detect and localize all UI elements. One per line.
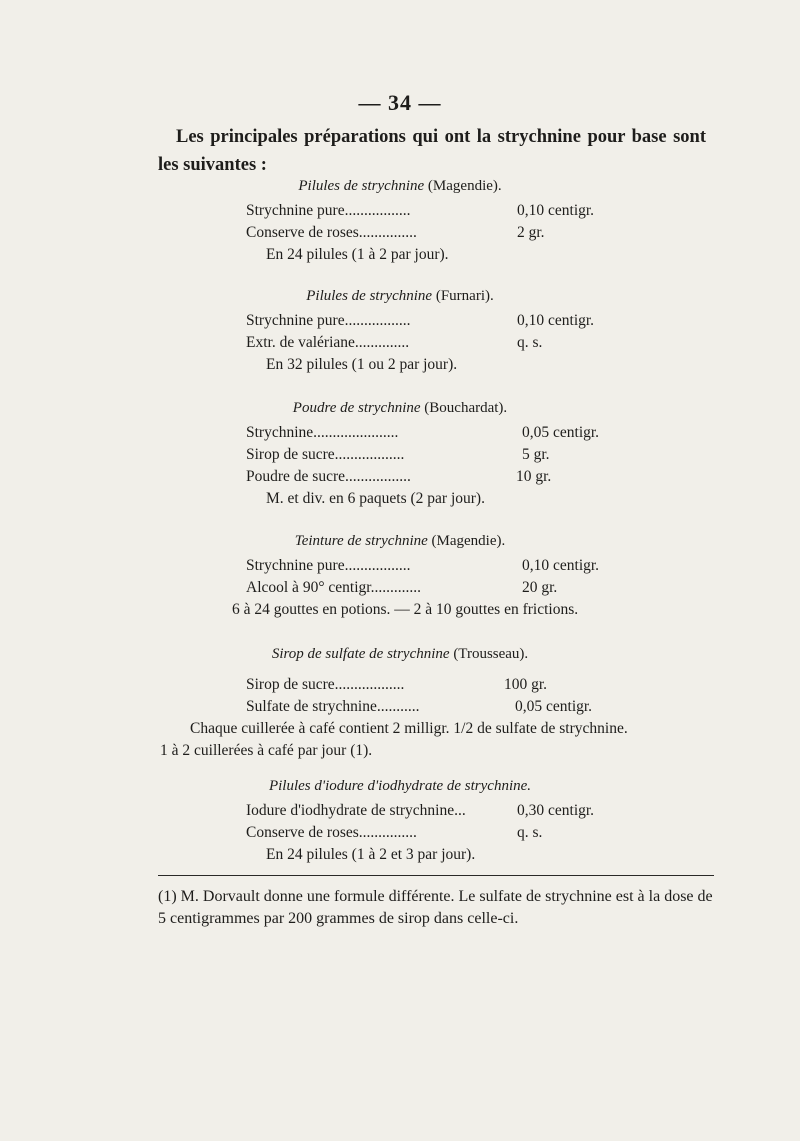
ingredient-row bbox=[0, 332, 800, 354]
intro-paragraph: Les principales préparations qui ont la strychnine pour base sont les suivantes : bbox=[158, 127, 706, 175]
recipe-title-italic: Teinture de strychnine bbox=[294, 533, 428, 549]
recipe-note: M. et div. en 6 paquets (2 par jour). bbox=[266, 490, 485, 507]
ingredient-amount: 2 gr. bbox=[517, 224, 545, 241]
recipe-title bbox=[0, 286, 800, 306]
ingredient-name: Extr. de valériane.............. bbox=[246, 334, 410, 351]
ingredient-amount: 0,05 centigr. bbox=[522, 424, 600, 441]
recipe-title-italic: Pilules de strychnine bbox=[298, 178, 425, 194]
ingredient-row bbox=[0, 422, 800, 444]
ingredient-name: Strychnine pure................. bbox=[246, 557, 411, 574]
ingredient-amount: 0,10 centigr. bbox=[522, 557, 600, 574]
ingredient-row bbox=[0, 222, 800, 244]
ingredient-row bbox=[0, 696, 800, 718]
recipe-poudre-bouchardat bbox=[0, 398, 800, 510]
recipe-title-italic: Sirop de sulfate de strychnine bbox=[271, 646, 450, 662]
ingredient-name: Strychnine pure................. bbox=[246, 202, 411, 219]
ingredient-name: Iodure d'iodhydrate de strychnine... bbox=[246, 802, 466, 819]
recipe-title bbox=[0, 398, 800, 418]
ingredient-amount: q. s. bbox=[517, 334, 543, 351]
ingredient-row bbox=[0, 555, 800, 577]
ingredient-row bbox=[0, 466, 800, 488]
recipe-note: 1 à 2 cuillerées à café par jour (1). bbox=[160, 742, 373, 759]
ingredient-amount: 20 gr. bbox=[522, 579, 558, 596]
recipe-pilules-magendie bbox=[0, 176, 800, 266]
recipe-title bbox=[0, 776, 800, 796]
recipe-note: En 24 pilules (1 à 2 et 3 par jour). bbox=[266, 846, 476, 863]
ingredient-name: Conserve de roses............... bbox=[246, 224, 417, 241]
recipe-title bbox=[0, 644, 800, 664]
ingredient-row bbox=[0, 577, 800, 599]
ingredient-row bbox=[0, 800, 800, 822]
footnote: (1) M. Dorvault donne une formule différente. Le sulfate de strychnine est à la dose de 5 centigrammes par 200 grammes de sirop dans celle-ci. bbox=[158, 888, 713, 927]
recipe-teinture-magendie bbox=[0, 531, 800, 621]
ingredient-amount: 10 gr. bbox=[516, 468, 552, 485]
ingredient-row bbox=[0, 200, 800, 222]
ingredient-row bbox=[0, 444, 800, 466]
recipe-title-author: (Bouchardat). bbox=[424, 400, 508, 416]
page-number: — 34 — bbox=[358, 90, 442, 115]
ingredient-name: Sirop de sucre.................. bbox=[246, 446, 405, 463]
recipe-title bbox=[0, 531, 800, 551]
recipe-sirop-trousseau bbox=[0, 644, 800, 762]
ingredient-name: Strychnine pure................. bbox=[246, 312, 411, 329]
recipe-pilules-furnari bbox=[0, 286, 800, 376]
recipe-title bbox=[0, 176, 800, 196]
recipe-title-author: (Furnari). bbox=[435, 288, 494, 304]
recipe-note: 6 à 24 gouttes en potions. — 2 à 10 gouttes en frictions. bbox=[232, 601, 579, 618]
ingredient-name: Strychnine...................... bbox=[246, 424, 399, 441]
recipe-title-italic: Pilules de strychnine bbox=[306, 288, 433, 304]
ingredient-name: Alcool à 90° centigr............. bbox=[246, 579, 421, 596]
recipe-pilules-iodure bbox=[0, 776, 800, 866]
recipe-note: En 24 pilules (1 à 2 par jour). bbox=[266, 246, 449, 263]
ingredient-row bbox=[0, 822, 800, 844]
ingredient-name: Conserve de roses............... bbox=[246, 824, 417, 841]
ingredient-name: Poudre de sucre................. bbox=[246, 468, 411, 485]
footnote-divider bbox=[158, 875, 714, 876]
ingredient-amount: 0,10 centigr. bbox=[517, 312, 595, 329]
recipe-title-italic: Pilules d'iodure d'iodhydrate de strychnine. bbox=[268, 778, 532, 794]
ingredient-amount: 100 gr. bbox=[504, 676, 548, 693]
ingredient-amount: 5 gr. bbox=[522, 446, 550, 463]
ingredient-name: Sirop de sucre.................. bbox=[246, 676, 405, 693]
recipe-note: Chaque cuillerée à café contient 2 milligr. 1/2 de sulfate de strychnine. bbox=[190, 720, 628, 737]
recipe-title-author: (Magendie). bbox=[427, 178, 502, 194]
recipe-title-italic: Poudre de strychnine bbox=[292, 400, 421, 416]
ingredient-row bbox=[0, 674, 800, 696]
recipe-note: En 32 pilules (1 ou 2 par jour). bbox=[266, 356, 458, 373]
recipe-title-author: (Magendie). bbox=[431, 533, 506, 549]
recipe-title-author: (Trousseau). bbox=[453, 646, 529, 662]
ingredient-amount: 0,10 centigr. bbox=[517, 202, 595, 219]
ingredient-row bbox=[0, 310, 800, 332]
ingredient-amount: 0,05 centigr. bbox=[515, 698, 593, 715]
ingredient-name: Sulfate de strychnine........... bbox=[246, 698, 420, 715]
ingredient-amount: q. s. bbox=[517, 824, 543, 841]
ingredient-amount: 0,30 centigr. bbox=[517, 802, 595, 819]
